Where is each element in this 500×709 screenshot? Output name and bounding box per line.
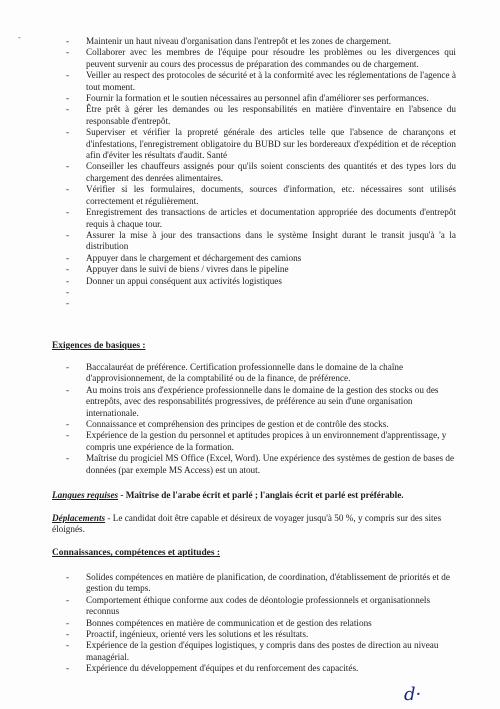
travel-paragraph [52, 513, 472, 536]
list-item: - Proactif, ingénieux, orienté vers les solutions et les résultats. [66, 629, 309, 640]
languages-label: Langues requises [52, 490, 119, 500]
languages-text: - Maîtrise de l'arabe écrit et parlé ; l'anglais écrit et parlé est préférable. [118, 490, 404, 500]
list-item: - Au moins trois ans d'expérience professionnelle dans le domaine de la gestion des stocks ou des entrepôts, avec des responsabilités progressives, de préférence au sein d'une organisation internationale. [66, 384, 439, 418]
list-item: - Enregistrement des transactions de articles et documentation appropriée des documents d'entrepôt requis à chaque tour. [66, 207, 456, 229]
list-item: - Conseiller les chauffeurs assignés pour qu'ils soient conscients des quantités et des types lors du chargement des denrées alimentaires. [66, 161, 456, 183]
list-item: - Bonnes compétences en matière de communication et de gestion des relations [66, 617, 372, 628]
list-item: - Vérifier si les formulaires, documents, sources d'information, etc. nécessaires sont utilisés correctement et régulièrement. [66, 184, 456, 206]
list-item: - Donner un appui conséquent aux activités logistiques [66, 275, 282, 286]
list-item: - Appuyer dans le suivi de biens / vivres dans le pipeline [66, 264, 289, 275]
travel-text: - Le candidat doit être capable et désireux de voyager jusqu'à 50 %, y compris sur des sites éloignés. [52, 513, 442, 535]
list-item: - Fournir la formation et le soutien nécessaires au personnel afin d'améliorer ses performances. [66, 93, 429, 104]
list-item: - Expérience de la gestion d'équipes logistiques, y compris dans des postes de direction au niveau managérial. [66, 640, 439, 662]
list-item: - Collaborer avec les membres de l'équipe pour résoudre les problèmes ou les divergences qui peuvent survenir au cours des processus de préparation des commandes ou de chargement. [66, 47, 456, 69]
list-item: - Veiller au respect des protocoles de sécurité et à la conformité avec les réglementations de l'agence à tout moment. [66, 70, 456, 92]
handwritten-initials: d· [404, 684, 422, 705]
list-item: - Appuyer dans le chargement et déchargement des camions [66, 252, 302, 263]
skills-list [60, 572, 456, 675]
list-item: - Assurer la mise à jour des transactions dans le système Insight durant le transit jusqu'à 'a la distribution [66, 229, 456, 252]
list-item: - Superviser et vérifier la propreté générale des articles telle que l'absence de charançons et d'infestations, l'enregistrement obligatoire du BUBD sur les bordereaux d'expédition et de réception afin d'éviter les résultats d'audit. Santé [66, 127, 456, 161]
list-item: - Baccalauréat de préférence. Certification professionnelle dans le domaine de la chaîne d'approvisionnement, de la comptabilité ou de la finance, de préférence. [66, 362, 404, 384]
list-item: - Expérience du développement d'équipes et du renforcement des capacités. [66, 663, 359, 674]
list-item: - Comportement éthique conforme aux codes de déontologie professionnels et organisationnels reconnus [66, 594, 431, 617]
duties-list [60, 36, 456, 310]
skills-heading: Connaissances, compétences et aptitudes : [52, 548, 220, 558]
list-item: - [66, 286, 70, 297]
list-item: - Maintenir un haut niveau d'organisation dans l'entrepôt et les zones de chargement. [66, 36, 392, 46]
requirements-list [60, 362, 460, 476]
list-item: - Solides compétences en matière de planification, de coordination, d'établissement de priorités et de gestion du temps. [66, 572, 450, 594]
list-item: - Être prêt à gérer les demandes ou les responsabilités en matière d'inventaire en l'absence du responsable d'entrepôt. [66, 104, 456, 126]
requirements-heading: Exigences de basiques : [52, 341, 146, 351]
languages-paragraph [52, 490, 472, 501]
travel-label: Déplacements [52, 513, 106, 523]
list-item: - [66, 298, 70, 309]
corner-mark: - [18, 33, 21, 42]
list-item: - Connaissance et compréhension des principes de gestion et de contrôle des stocks. [66, 419, 389, 430]
list-item: - Expérience de la gestion du personnel et aptitudes propices à un environnement d'apprentissage, y compris une expérience de la formation. [66, 430, 447, 452]
list-item: - Maîtrise du progiciel MS Office (Excel, Word). Une expérience des systèmes de gestion de bases de données (par exemple MS Access) est un atout. [66, 453, 455, 475]
